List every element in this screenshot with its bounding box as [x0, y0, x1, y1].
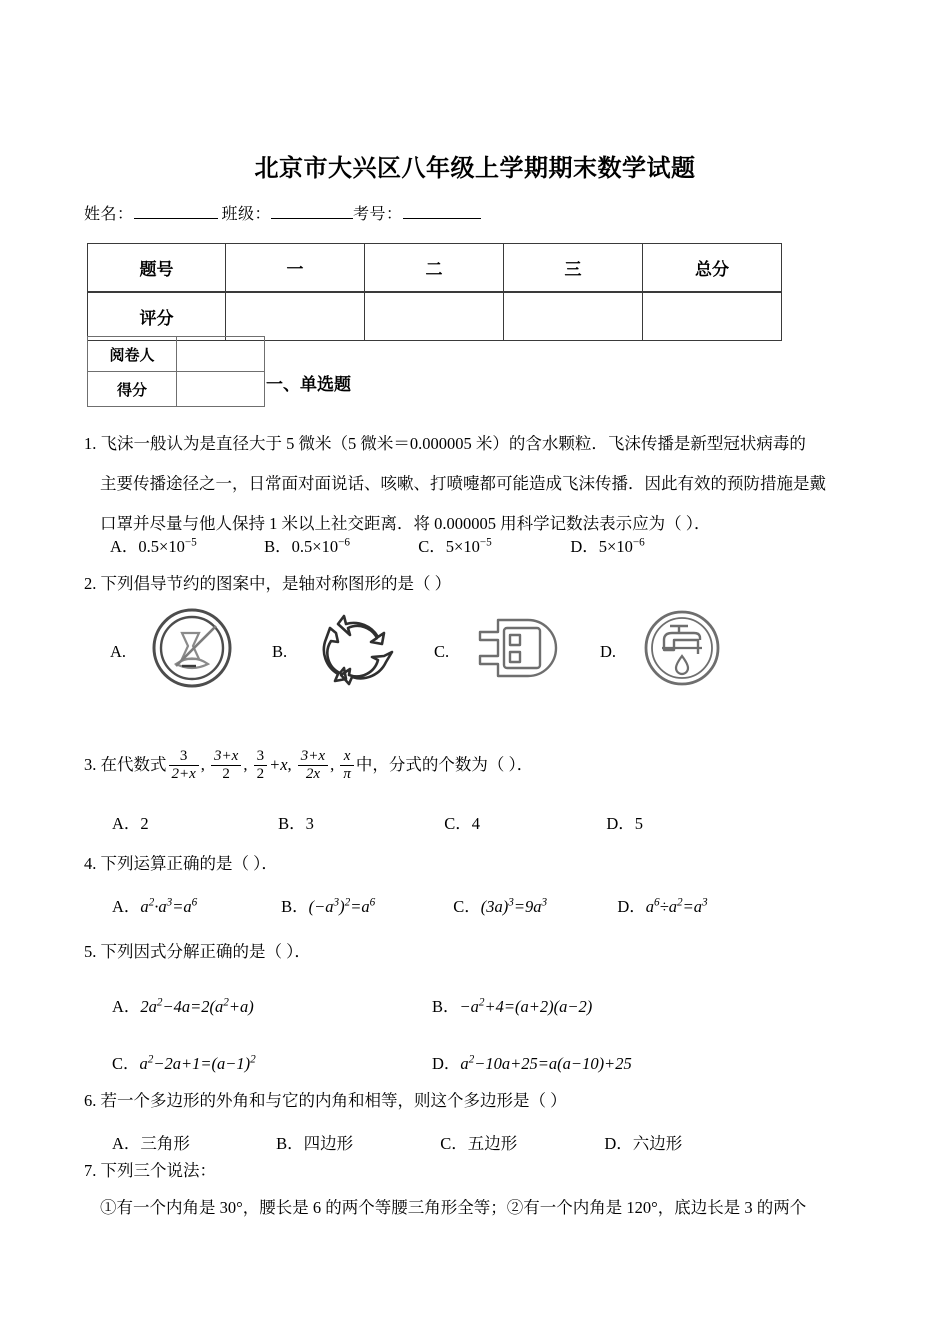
- question-5-option-a-expr: $2a^2-4a=2(a^2+a)$: [140, 996, 254, 1016]
- question-4-option-c[interactable]: [453, 893, 613, 917]
- question-7-stem: [84, 1163, 216, 1180]
- question-3-expression-4-numerator: 3+x: [300, 748, 326, 764]
- question-4-number: 4.: [84, 854, 97, 873]
- question-6-text: 若一个多边形的外角和与它的内角和相等，则这个多边形是（ ）: [100, 1091, 567, 1110]
- question-1-option-a-key: A．: [110, 537, 139, 556]
- question-3-expression-1-denominator: 2+x: [169, 765, 199, 783]
- reviewer-label: 阅卷人: [88, 337, 177, 372]
- question-5-option-c-expr: $a^2-2a+1=(a-1)^2$: [139, 1053, 256, 1073]
- question-1-option-c[interactable]: [418, 533, 566, 557]
- question-4-option-b[interactable]: [281, 893, 449, 917]
- student-id-line: [84, 201, 481, 224]
- question-5-number: 5.: [84, 942, 97, 961]
- question-3-expression-4-denominator: 2x: [298, 765, 328, 783]
- question-2-text: 下列倡导节约的图案中，是轴对称图形的是（ ）: [100, 574, 452, 593]
- question-5-stem: [84, 944, 311, 961]
- question-6-option-b-text: 四边形: [303, 1134, 354, 1153]
- score-value[interactable]: [177, 372, 265, 407]
- question-3-expression-1-numerator: 3: [179, 748, 188, 764]
- question-3-expression-3-suffix: +x: [269, 755, 288, 775]
- question-4-option-b-key: B．: [281, 897, 309, 916]
- question-6-option-c-text: 五边形: [467, 1134, 518, 1153]
- question-7-statements: ①有一个内角是 30°，腰长是 6 的两个等腰三角形全等；②有一个内角是 120°，底边长是 3 的两个: [100, 1198, 807, 1217]
- name-blank[interactable]: [134, 205, 218, 219]
- reviewer-value[interactable]: [177, 337, 265, 372]
- question-6-option-a[interactable]: [112, 1130, 272, 1154]
- question-6-option-a-key: A．: [112, 1134, 141, 1153]
- reviewer-score-table: [87, 336, 265, 407]
- question-6-option-d-key: D．: [604, 1134, 633, 1153]
- score-table-col-3: 三: [504, 244, 643, 293]
- question-4-option-a-expr: $a^2\cdot a^3=a^6$: [140, 896, 198, 916]
- question-4-option-d[interactable]: [617, 893, 707, 917]
- question-6-stem: [84, 1093, 567, 1110]
- question-6-options: [112, 1130, 682, 1154]
- question-3-option-b[interactable]: [278, 810, 440, 834]
- exam-no-label: 考号：: [353, 206, 403, 223]
- question-6-option-a-text: 三角形: [140, 1134, 190, 1153]
- question-3-expression-5-numerator: x: [343, 748, 351, 764]
- question-4-option-b-expr: $(-a^3)^2=a^6$: [308, 896, 376, 916]
- question-3-expression-1: [169, 748, 199, 783]
- question-3-expression-3: [254, 748, 268, 783]
- question-3-option-c-key: C．: [444, 814, 472, 833]
- table-row-question-numbers: [88, 244, 782, 293]
- table-row-score: [88, 372, 265, 407]
- question-1-option-b-key: B．: [264, 537, 292, 556]
- question-1-line-2: 主要传播途径之一，日常面对面说话、咳嗽、打喷嚏都可能造成飞沫传播．因此有效的预防措施是戴: [100, 474, 826, 493]
- question-1-option-a-base: 0.5×10: [138, 537, 185, 556]
- class-label: 班级：: [221, 206, 272, 223]
- question-7-number: 7.: [84, 1161, 97, 1180]
- question-3-option-b-key: B．: [278, 814, 306, 833]
- question-3-expression-3-numerator: 3: [256, 748, 265, 764]
- question-1-text-line-1: 飞沫一般认为是直径大于 5 微米（5 微米＝0.000005 米）的含水颗粒．飞沫传播是新型冠状病毒的: [100, 434, 806, 453]
- score-cell-3[interactable]: [504, 292, 643, 341]
- score-cell-total[interactable]: [643, 292, 782, 341]
- question-4-option-c-expr: $(3a)^3=9a^3$: [480, 896, 548, 916]
- question-3-expression-3-denominator: 2: [254, 765, 268, 783]
- question-3-option-a-key: A．: [112, 814, 141, 833]
- power-plug-icon: [470, 604, 562, 692]
- question-5-option-d-expr: $a^2-10a+25=a(a-10)+25$: [460, 1053, 632, 1073]
- question-4-options: [112, 893, 708, 917]
- question-3-option-c[interactable]: [444, 810, 602, 834]
- question-6-option-d[interactable]: [604, 1130, 682, 1154]
- question-4-option-a[interactable]: [112, 893, 277, 917]
- question-3-option-a-text: 2: [140, 814, 149, 833]
- question-3-expression-5-denominator: π: [340, 765, 354, 783]
- question-2-option-b-key: B.: [272, 642, 288, 661]
- question-3-option-b-text: 3: [305, 814, 314, 833]
- question-1-line-3: 口罩并尽量与他人保持 1 米以上社交距离．将 0.000005 用科学记数法表示应为（ ）．: [100, 514, 711, 533]
- question-5-text: 下列因式分解正确的是（ ）．: [100, 942, 311, 961]
- score-label: 得分: [88, 372, 177, 407]
- score-table-col-1: 一: [226, 244, 365, 293]
- question-5-option-b-key: B．: [432, 997, 460, 1016]
- question-2-option-d[interactable]: [600, 600, 790, 696]
- question-2-option-d-key: D.: [600, 642, 617, 661]
- question-5-option-a[interactable]: [112, 993, 254, 1017]
- question-1-option-d-base: 5×10: [598, 537, 633, 556]
- question-3-option-d-text: 5: [634, 814, 644, 833]
- exam-no-blank[interactable]: [403, 205, 481, 219]
- question-3-expression-5: [340, 748, 354, 783]
- question-1-option-a-exp: −5: [184, 536, 197, 549]
- question-2-option-c-key: C.: [434, 642, 450, 661]
- question-4-text: 下列运算正确的是（ ）．: [100, 854, 278, 873]
- question-1-options: [110, 533, 645, 557]
- question-3-number: 3.: [84, 755, 97, 775]
- question-5-option-d[interactable]: [432, 1050, 632, 1074]
- question-5-option-c[interactable]: [112, 1050, 256, 1074]
- question-1-option-a[interactable]: [110, 533, 260, 557]
- question-6-option-c-key: C．: [440, 1134, 468, 1153]
- question-1-line-1: [84, 424, 806, 464]
- question-7-text: 下列三个说法：: [100, 1161, 216, 1180]
- question-3-text-suffix: 中，分式的个数为（ ）．: [355, 755, 534, 775]
- question-3-option-d-key: D．: [606, 814, 635, 833]
- question-1-option-c-key: C．: [418, 537, 446, 556]
- question-1-option-c-base: 5×10: [445, 537, 480, 556]
- page-title: 北京市大兴区八年级上学期期末数学试题: [254, 154, 696, 182]
- question-3-expression-4: [298, 748, 328, 783]
- question-6-option-c[interactable]: [440, 1130, 600, 1154]
- table-row-scores: [88, 292, 782, 341]
- question-2-option-c[interactable]: [434, 600, 624, 696]
- question-2-option-a-key: A.: [110, 642, 127, 661]
- score-cell-1[interactable]: [226, 292, 365, 341]
- question-1-option-d[interactable]: [570, 533, 644, 557]
- question-3-expression-2: [211, 748, 241, 783]
- question-3-text-prefix: 在代数式: [100, 755, 167, 775]
- question-2-number: 2.: [84, 574, 97, 593]
- question-6-option-d-text: 六边形: [632, 1134, 683, 1153]
- name-label: 姓名：: [84, 206, 134, 223]
- question-4-option-d-expr: $a^6\div a^2=a^3$: [645, 896, 708, 916]
- question-4-option-a-key: A．: [112, 897, 141, 916]
- question-1-option-b-base: 0.5×10: [291, 537, 339, 556]
- question-4-stem: [84, 856, 278, 873]
- question-4-option-c-key: C．: [453, 897, 481, 916]
- question-1-option-d-key: D．: [570, 537, 599, 556]
- question-6-option-b[interactable]: [276, 1130, 436, 1154]
- question-1-option-d-exp: −6: [632, 536, 645, 549]
- question-3-option-d[interactable]: [606, 810, 643, 834]
- question-3-options: [112, 810, 643, 834]
- question-5-option-b[interactable]: [432, 993, 592, 1017]
- question-3-option-c-text: 4: [471, 814, 481, 833]
- question-3-expression-2-denominator: 2: [211, 765, 241, 783]
- question-3-expression-2-numerator: 3+x: [214, 748, 239, 764]
- question-3-stem: 3. 在代数式 $\frac{3}{2+x}$ , $\frac{3+x}{2}$ , $\frac{3}{2}$ +x, $\frac{3+x}{2x}$ , $\frac{x}{\pi}$ 中，分式的个数为（ ）．: [84, 748, 534, 782]
- question-1-option-b-exp: −6: [338, 536, 351, 549]
- question-6-number: 6.: [84, 1091, 97, 1110]
- recycle-arrows-icon: [308, 604, 400, 692]
- score-table-row-label-score: 评分: [88, 292, 226, 341]
- question-2-options: [0, 600, 950, 700]
- score-table-col-2: 二: [365, 244, 504, 293]
- question-4-option-d-key: D．: [617, 897, 646, 916]
- water-faucet-icon: [636, 604, 728, 692]
- score-table: [87, 243, 782, 341]
- question-1-option-c-exp: −5: [479, 536, 492, 549]
- no-pouring-icon: [146, 604, 238, 692]
- section-heading-single-choice: 一、单选题: [266, 375, 351, 395]
- class-blank[interactable]: [271, 205, 353, 219]
- score-table-col-total: 总分: [643, 244, 782, 293]
- question-5-option-c-key: C．: [112, 1054, 140, 1073]
- question-3-option-a[interactable]: [112, 810, 274, 834]
- question-2-stem: [84, 576, 451, 593]
- table-row-reviewer: [88, 337, 265, 372]
- question-1-number: 1.: [84, 434, 97, 453]
- question-6-option-b-key: B．: [276, 1134, 304, 1153]
- question-5-option-b-expr: $-a^2+4=(a+2)(a-2)$: [459, 996, 593, 1016]
- question-5-option-a-key: A．: [112, 997, 141, 1016]
- question-5-option-d-key: D．: [432, 1054, 461, 1073]
- score-cell-2[interactable]: [365, 292, 504, 341]
- score-table-row-label: 题号: [88, 244, 226, 293]
- question-1-option-b[interactable]: [264, 533, 414, 557]
